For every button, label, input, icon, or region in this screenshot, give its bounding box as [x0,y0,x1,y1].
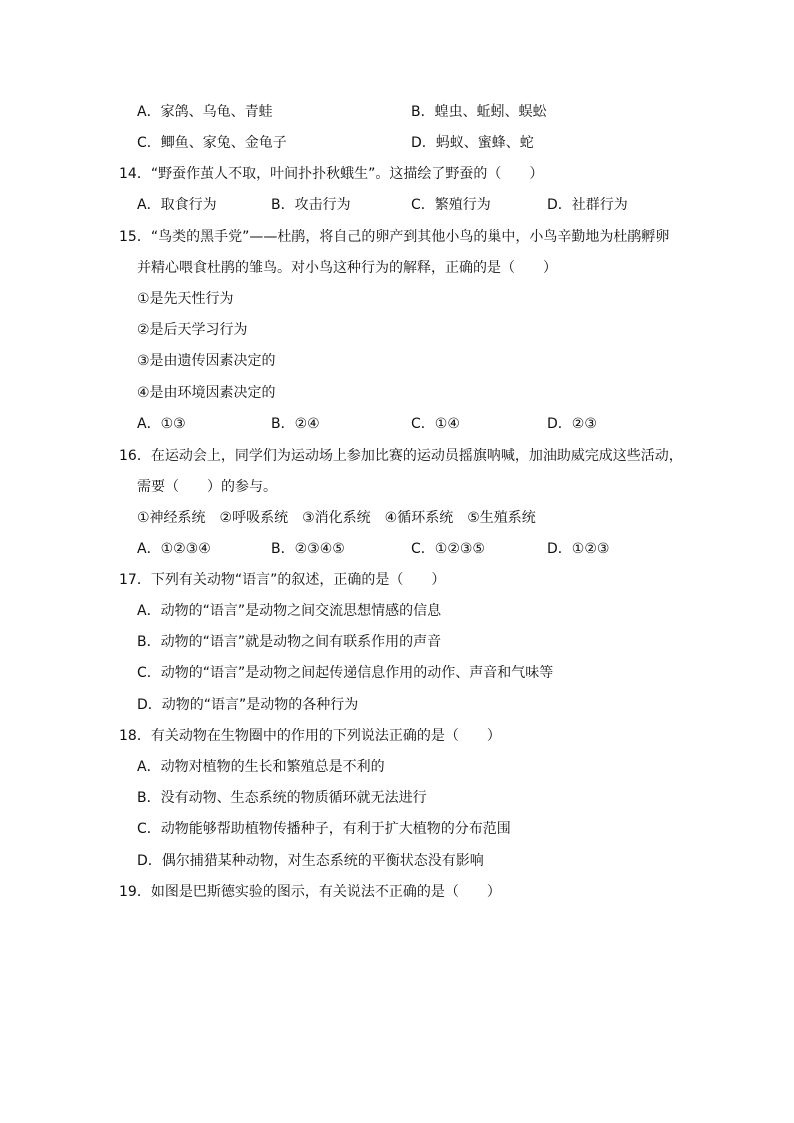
q17-option-b: B．动物的“语言”就是动物之间有联系作用的声音 [137,634,442,650]
q13-option-a: A．家鸽、乌龟、青蛙 [137,104,273,120]
q13-option-b: B．蝗虫、蚯蚓、蜈蚣 [411,104,547,120]
q17-stem: 17．下列有关动物“语言”的叙述，正确的是（ ） [119,572,446,588]
q14-option-c: C．繁殖行为 [411,197,491,213]
q17-option-d: D．动物的“语言”是动物的各种行为 [137,697,359,713]
q16-option-a: A．①②③④ [137,541,211,557]
q15-item-2: ②是后天学习行为 [137,322,248,338]
q15-item-3: ③是由遗传因素决定的 [137,353,276,369]
q18-option-b: B．没有动物、生态系统的物质循环就无法进行 [137,790,427,806]
q19-stem: 19．如图是巴斯德实验的图示，有关说法不正确的是（ ） [119,884,501,900]
q15-option-c: C．①④ [411,416,460,432]
q15-stem-line1: 15．“鸟类的黑手党”——杜鹃，将自己的卵产到其他小鸟的巢中，小鸟辛勤地为杜鹃孵卵 [119,229,670,245]
q14-stem: 14．“野蚕作茧人不取，叶间扑扑秋蛾生”。这描绘了野蚕的（ ） [119,166,544,182]
q16-option-b: B．②③④⑤ [271,541,345,557]
q18-option-c: C．动物能够帮助植物传播种子，有利于扩大植物的分布范围 [137,821,511,837]
q17-option-a: A．动物的“语言”是动物之间交流思想情感的信息 [137,603,442,619]
q17-option-c: C．动物的“语言”是动物之间起传递信息作用的动作、声音和气味等 [137,665,554,681]
q16-option-c: C．①②③⑤ [411,541,485,557]
q15-stem-line2: 并精心喂食杜鹃的雏鸟。对小鸟这种行为的解释，正确的是（ ） [137,260,557,276]
q15-item-1: ①是先天性行为 [137,291,234,307]
q13-option-c: C．鲫鱼、家兔、金龟子 [137,135,287,151]
q16-systems: ①神经系统 ②呼吸系统 ③消化系统 ④循环系统 ⑤生殖系统 [137,510,536,526]
q13-option-d: D．蚂蚁、蜜蜂、蛇 [411,135,534,151]
q15-item-4: ④是由环境因素决定的 [137,385,276,401]
q16-stem-line1: 16．在运动会上，同学们为运动场上参加比赛的运动员摇旗呐喊，加油助威完成这些活动， [119,448,683,464]
q16-option-d: D．①②③ [547,541,610,557]
q16-stem-line2: 需要（ ）的参与。 [137,479,277,495]
q18-option-d: D．偶尔捕猎某种动物，对生态系统的平衡状态没有影响 [137,853,484,869]
q14-option-d: D．社群行为 [547,197,628,213]
q18-stem: 18．有关动物在生物圈中的作用的下列说法正确的是（ ） [119,728,501,744]
q18-option-a: A．动物对植物的生长和繁殖总是不利的 [137,759,385,775]
q14-option-b: B．攻击行为 [271,197,351,213]
q15-option-b: B．②④ [271,416,320,432]
q15-option-a: A．①③ [137,416,186,432]
q14-option-a: A．取食行为 [137,197,217,213]
q15-option-d: D．②③ [547,416,597,432]
